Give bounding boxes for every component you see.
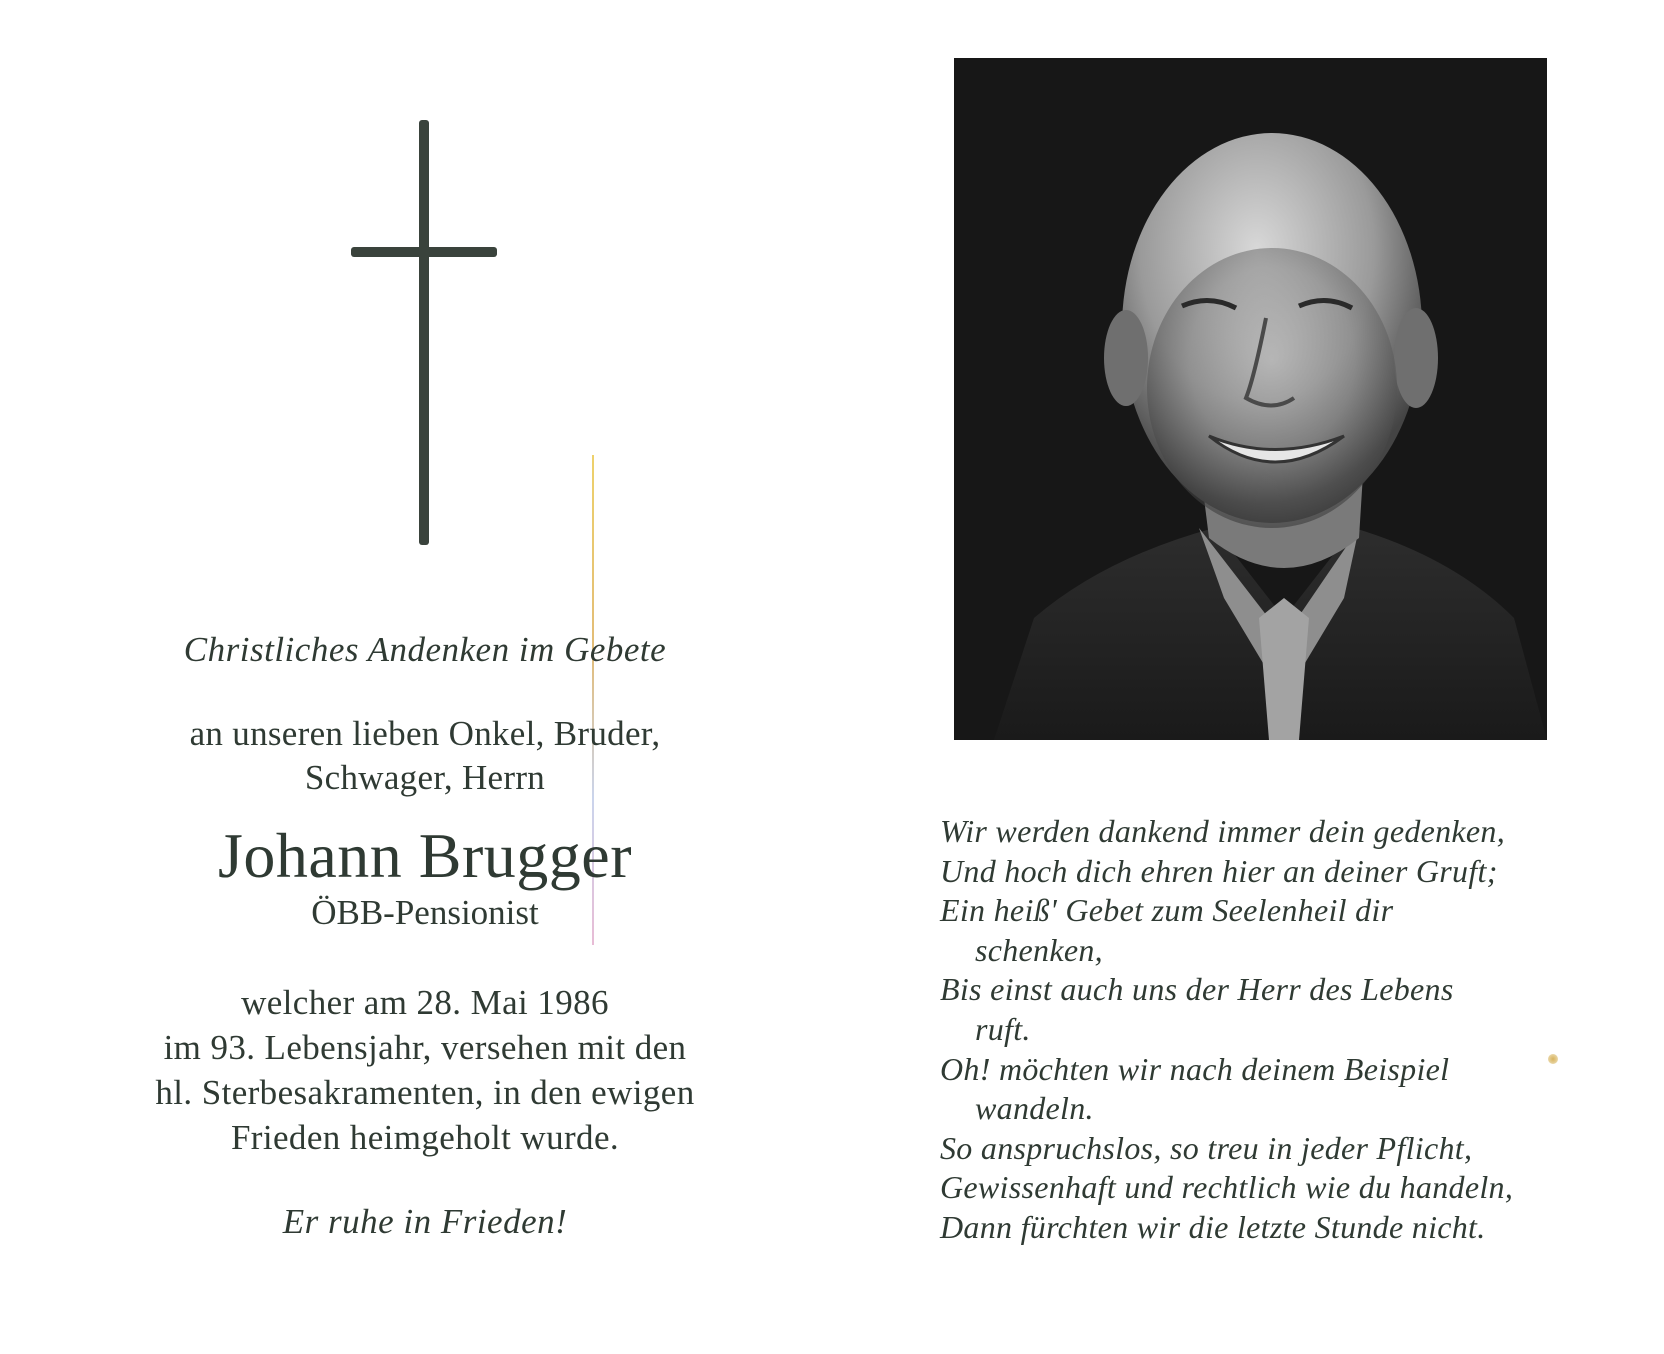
deceased-name: Johann Brugger: [217, 820, 633, 891]
poem-line: So anspruchslos, so treu in jeder Pflicht,: [940, 1129, 1473, 1166]
poem-line: Oh! möchten wir nach deinem Beispiel: [940, 1050, 1450, 1087]
closing-text: Er ruhe in Frieden!: [282, 1202, 568, 1241]
poem-line: Gewissenhaft und rechtlich wie du handeln,: [940, 1169, 1514, 1206]
memorial-text: [90, 630, 760, 1242]
poem-line: Wir werden dankend immer dein gedenken,: [940, 813, 1506, 849]
poem-line: Ein heiß' Gebet zum Seelenheil dir: [940, 892, 1394, 929]
poem-line: Dann fürchten wir die letzte Stunde nicht.: [940, 1208, 1486, 1245]
poem-line: wandeln.: [975, 1090, 1094, 1127]
poem-line: Und hoch dich ehren hier an deiner Gruft;: [940, 852, 1498, 889]
paper-stain: [1548, 1054, 1558, 1064]
poem-line: ruft.: [975, 1010, 1031, 1047]
dedication-line: Schwager, Herrn: [304, 758, 546, 797]
portrait-photo: [954, 58, 1547, 740]
poem-line: Bis einst auch uns der Herr des Lebens: [940, 971, 1454, 1008]
dedication-line: an unseren lieben Onkel, Bruder,: [189, 714, 661, 753]
intro-text: Christliches Andenken im Gebete: [183, 630, 667, 669]
occupation: ÖBB-Pensionist: [311, 893, 539, 932]
death-line: im 93. Lebensjahr, versehen mit den: [163, 1028, 687, 1067]
poem-line: schenken,: [975, 931, 1103, 968]
death-line: hl. Sterbesakramenten, in den ewigen: [155, 1073, 695, 1112]
death-line: Frieden heimgeholt wurde.: [230, 1118, 620, 1157]
death-notice: [90, 980, 760, 1160]
death-line: welcher am 28. Mai 1986: [241, 983, 609, 1022]
memorial-poem: [940, 812, 1620, 1248]
dedication: [90, 712, 760, 800]
